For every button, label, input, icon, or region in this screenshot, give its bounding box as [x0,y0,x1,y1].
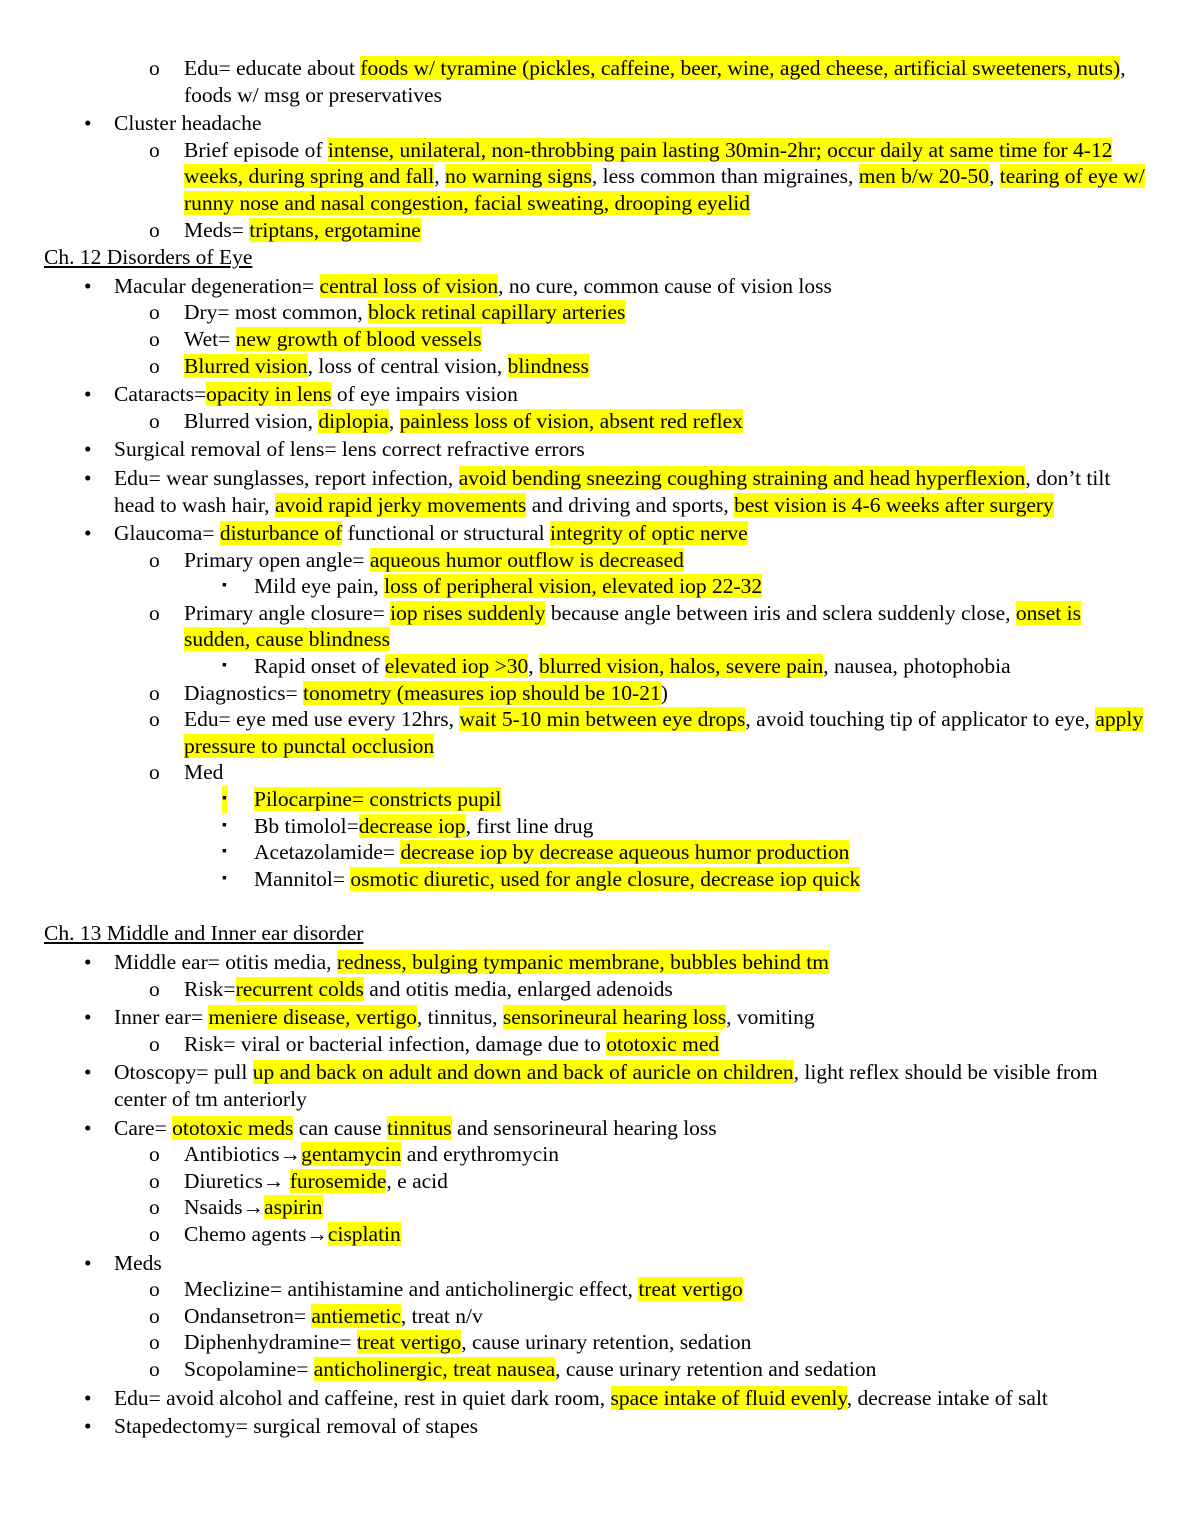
text-run: Bb timolol= [254,813,359,838]
square-bullet-icon: ▪ [222,786,227,813]
bullet-icon: • [84,1060,92,1085]
outline-item-level-1 [0,273,1190,300]
item-text [114,1385,1148,1412]
circle-bullet-icon: o [149,547,160,572]
outline-item-level-1 [0,110,1190,137]
item-text [184,547,1148,574]
item-text [184,408,1148,435]
text-run: , no cure, common cause of vision loss [498,273,832,298]
circle-bullet-icon: o [149,1277,160,1302]
text-run: Diuretics→ [184,1168,290,1193]
circle-bullet-icon: o [149,760,160,785]
circle-bullet-icon: o [149,408,160,433]
text-run: , vomiting [726,1005,815,1030]
highlighted-text: iop rises suddenly [390,600,546,625]
text-run: , nausea, photophobia [823,654,1011,679]
outline-item-level-2 [0,976,1190,1003]
text-run: Ondansetron= [184,1303,312,1328]
outline-item-level-2 [0,759,1190,786]
text-run: Care= [114,1115,173,1140]
text-run: , light reflex should be visible from center of tm anteriorly [114,1060,1098,1111]
highlighted-text: new growth of blood vessels [235,326,482,351]
item-text [184,1329,1148,1356]
outline-item-level-3 [0,839,1190,866]
bullet-icon: • [84,950,92,974]
text-run: Risk= viral or bacterial infection, damage due to [184,1031,607,1056]
text-run: Dry= most common, [184,300,369,325]
item-text [114,1115,1148,1142]
text-run: Ch. 12 Disorders of Eye [44,245,253,270]
outline-item-level-3 [0,813,1190,840]
outline-item-level-1 [0,1004,1190,1031]
highlighted-text: disturbance of [219,521,343,546]
outline-item-level-2 [0,1141,1190,1168]
highlighted-text: best vision is 4-6 weeks after surgery [734,492,1054,517]
outline-item-level-3 [0,786,1190,813]
outline-item-level-2 [0,1221,1190,1248]
item-text [184,1303,1148,1330]
text-run: Edu= avoid alcohol and caffeine, rest in quiet dark room, [114,1385,611,1410]
highlighted-text: sensorineural hearing loss [502,1005,727,1030]
circle-bullet-icon: o [149,600,160,625]
item-text [114,1059,1148,1112]
outline-item-level-1 [0,949,1190,976]
outline-item-level-2 [0,547,1190,574]
bullet-icon: • [84,382,92,407]
highlighted-text: treat vertigo [638,1277,743,1302]
text-run: , [434,164,445,189]
bullet-icon: • [84,521,92,546]
text-run: Rapid onset of [254,654,385,679]
notes-document [0,55,1190,1440]
square-bullet-icon: ▪ [222,844,227,860]
circle-bullet-icon: o [149,1330,160,1355]
text-run: can cause [293,1115,388,1140]
text-run: Glaucoma= [114,521,220,546]
item-text [254,866,1148,893]
highlighted-text: integrity of optic nerve [550,521,748,546]
bullet-icon: • [84,1385,92,1410]
item-text [184,1276,1148,1303]
outline-item-level-1 [0,1385,1190,1412]
item-text [184,759,1148,786]
bullet-icon: • [84,1414,92,1439]
highlighted-text: onset is sudden, cause blindness [184,600,1081,652]
square-bullet-icon: ▪ [222,658,227,674]
text-run: Meds= [184,217,250,242]
text-run: Nsaids→ [184,1195,265,1220]
item-text [184,1194,1148,1221]
text-run: , treat n/v [400,1303,483,1328]
highlighted-text: anticholinergic, treat nausea [313,1356,556,1381]
circle-bullet-icon: o [149,1142,160,1167]
highlighted-text: painless loss of vision, absent red reflex [399,408,743,433]
highlighted-text: tonometry (measures iop should be 10-21 [303,680,661,705]
highlighted-text: decrease iop [358,813,466,838]
square-bullet-icon: ▪ [222,870,227,886]
item-text [184,1141,1148,1168]
highlighted-text: opacity in lens [206,382,332,407]
item-text [114,381,1148,408]
outline-item-level-2 [0,217,1190,244]
bullet-icon: • [84,465,92,490]
outline-item-level-2 [0,680,1190,707]
item-text [184,976,1148,1003]
text-run: and driving and sports, [526,492,735,517]
text-run: Risk= [184,976,236,1001]
bullet-icon: • [84,1250,92,1275]
highlighted-text: loss of peripheral vision, elevated iop 22-32 [384,574,763,599]
text-run: because angle between iris and sclera suddenly close, [545,600,1016,625]
outline-item-level-2 [0,1329,1190,1356]
circle-bullet-icon: o [149,137,160,162]
highlighted-text: osmotic diuretic, used for angle closure, decrease iop quick [350,866,861,891]
highlighted-text: apply pressure to punctal occlusion [184,707,1144,758]
bullet-icon: • [84,1115,92,1140]
highlighted-text: block retinal capillary arteries [368,300,626,325]
text-run: , [528,654,539,679]
square-bullet-icon: ▪ [222,817,227,833]
outline-item-level-2 [0,353,1190,380]
bullet-icon: • [84,111,92,136]
highlighted-text: aspirin [264,1195,323,1220]
text-run: of eye impairs vision [331,382,518,407]
text-run: Med [184,760,224,785]
highlighted-text: treat vertigo [356,1330,462,1355]
highlighted-text: no warning signs [444,164,592,189]
item-text [184,217,1148,244]
circle-bullet-icon: o [149,1195,160,1220]
text-run: Brief episode of [184,137,328,162]
circle-bullet-icon: o [149,300,160,325]
highlighted-text: aqueous humor outflow is decreased [369,547,684,572]
text-run: Wet= [184,326,236,351]
outline-item-level-2 [0,1194,1190,1221]
text-run: , e acid [386,1168,448,1193]
text-run: , less common than migraines, [591,164,859,189]
text-run: and sensorineural hearing loss [451,1115,717,1140]
circle-bullet-icon: o [149,1031,160,1056]
outline-item-level-2 [0,55,1190,108]
highlighted-text: diplopia [318,408,389,433]
highlighted-text: tinnitus [387,1115,452,1140]
text-run: Antibiotics→ [184,1142,302,1167]
text-run: Macular degeneration= [114,273,320,298]
highlighted-text: intense, unilateral, non-throbbing pain lasting 30min-2hr; occur daily at same time for 4-12 weeks, during spring and fall [184,137,1113,189]
highlighted-text: wait 5-10 min between eye drops [459,707,746,732]
item-text [184,1356,1148,1383]
circle-bullet-icon: o [149,1221,160,1246]
highlighted-text: ototoxic meds [172,1115,294,1140]
outline-item-level-1 [0,520,1190,547]
text-run: Otoscopy= pull [114,1060,253,1085]
highlighted-text: antiemetic [311,1303,401,1328]
item-text [114,273,1148,300]
highlighted-text: meniere disease, vertigo [208,1005,417,1030]
item-text [184,353,1148,380]
highlighted-text: Pilocarpine= constricts pupil [254,787,502,812]
item-text [114,1250,1148,1277]
text-run: Primary open angle= [184,547,370,572]
text-run: , avoid touching tip of applicator to eye, [745,707,1096,732]
outline-item-level-2 [0,1276,1190,1303]
text-run: Scopolamine= [184,1356,314,1381]
outline-item-level-1 [0,1250,1190,1277]
outline-item-level-2 [0,1031,1190,1058]
text-run: Surgical removal of lens= lens correct refractive errors [114,437,585,462]
highlighted-text: cisplatin [327,1221,401,1246]
circle-bullet-icon: o [149,707,160,732]
outline-item-level-2 [0,600,1190,653]
highlighted-text: up and back on adult and down and back of auricle on children [252,1060,794,1085]
highlighted-text: avoid bending sneezing coughing straining and head hyperflexion [458,465,1026,490]
highlighted-text: Blurred vision [184,353,308,378]
highlighted-text: ototoxic med [606,1031,720,1056]
outline-item-level-1 [0,1059,1190,1112]
highlighted-text: blindness [507,353,589,378]
highlighted-text: space intake of fluid evenly [610,1385,847,1410]
circle-bullet-icon: o [149,217,160,242]
heading-text [44,244,1190,271]
circle-bullet-icon: o [149,326,160,351]
highlighted-text: men b/w 20-50 [858,164,989,189]
highlighted-text: decrease iop by decrease aqueous humor production [400,840,850,865]
text-run: , tinnitus, [416,1005,503,1030]
highlighted-text: blurred vision, halos, severe pain [539,654,824,679]
item-text [184,1221,1148,1248]
text-run: , decrease intake of salt [846,1385,1048,1410]
item-text [114,465,1148,518]
item-text [184,1168,1148,1195]
item-text [254,839,1148,866]
text-run: , first line drug [465,813,594,838]
item-text [184,680,1148,707]
text-run: Middle ear= otitis media, [114,950,337,974]
text-run: Meds [114,1250,162,1275]
item-text [254,653,1148,680]
item-text [114,1004,1148,1031]
circle-bullet-icon: o [149,353,160,378]
bullet-icon: • [84,437,92,462]
section-heading [0,920,1190,947]
highlighted-text: gentamycin [301,1142,402,1167]
item-text [184,299,1148,326]
text-run: Ch. 13 Middle and Inner ear disorder [44,921,364,946]
heading-text [44,920,1190,947]
text-run: Edu= wear sunglasses, report infection, [114,465,459,490]
outline-item-level-1 [0,465,1190,518]
outline-item-level-1 [0,381,1190,408]
text-run: Mild eye pain, [254,574,385,599]
outline-item-level-1 [0,1115,1190,1142]
circle-bullet-icon: o [149,680,160,705]
text-run: , [388,408,400,433]
text-run: Mannitol= [254,866,351,891]
text-run: , don’t tilt head to wash hair, [114,465,1111,517]
item-text [254,813,1148,840]
item-text [184,706,1148,759]
outline-item-level-2 [0,706,1190,759]
text-run: ) [660,680,668,705]
item-text [114,520,1148,547]
text-run: Inner ear= [114,1005,209,1030]
item-text [254,573,1148,600]
highlighted-text: furosemide [289,1168,387,1193]
item-text [114,949,1148,976]
item-text [114,110,1148,137]
highlighted-text: triptans, ergotamine [249,217,421,242]
text-run: Diagnostics= [184,680,304,705]
item-text [114,436,1148,463]
highlighted-text: central loss of vision [319,273,499,298]
circle-bullet-icon: o [149,1356,160,1381]
outline-item-level-1 [0,1413,1190,1440]
outline-item-level-3 [0,866,1190,893]
item-text [184,55,1148,108]
text-run: , [988,164,1000,189]
bullet-icon: • [84,1005,92,1030]
text-run: Cataracts= [114,382,207,407]
text-run: functional or structural [342,521,551,546]
text-run: Acetazolamide= [254,840,401,865]
section-heading [0,244,1190,271]
text-run: , cause urinary retention and sedation [555,1356,877,1381]
text-run: and erythromycin [401,1142,559,1167]
circle-bullet-icon: o [149,1303,160,1328]
item-text [184,137,1148,217]
outline-item-level-2 [0,137,1190,217]
square-bullet-icon: ▪ [222,578,227,594]
item-text [184,1031,1148,1058]
text-run: Edu= eye med use every 12hrs, [184,707,460,732]
outline-item-level-2 [0,1168,1190,1195]
text-run: Edu= educate about [184,56,361,80]
highlighted-text: recurrent colds [235,976,364,1001]
text-run: Cluster headache [114,111,262,136]
text-run: and otitis media, enlarged adenoids [363,976,673,1001]
text-run: Primary angle closure= [184,600,391,625]
outline-item-level-1 [0,436,1190,463]
text-run: Meclizine= antihistamine and anticholinergic effect, [184,1277,639,1302]
text-run: , foods w/ msg or preservatives [184,56,1126,107]
outline-item-level-2 [0,326,1190,353]
item-text [114,1413,1148,1440]
highlighted-text: avoid rapid jerky movements [274,492,527,517]
highlighted-text: redness, bulging tympanic membrane, bubbles behind tm [336,950,829,974]
outline-item-level-3 [0,573,1190,600]
outline-item-level-2 [0,1356,1190,1383]
item-text [184,326,1148,353]
circle-bullet-icon: o [149,56,160,80]
circle-bullet-icon: o [149,1168,160,1193]
blank-line [0,892,1190,919]
item-text [184,600,1148,653]
item-text [254,786,1148,813]
text-run: Stapedectomy= surgical removal of stapes [114,1414,478,1439]
highlighted-text: tearing of eye w/ runny nose and nasal congestion, facial sweating, drooping eyelid [184,164,1145,215]
outline-item-level-3 [0,653,1190,680]
text-run: Diphenhydramine= [184,1330,357,1355]
highlighted-text: foods w/ tyramine (pickles, caffeine, beer, wine, aged cheese, artificial sweeteners, nuts) [360,56,1121,80]
outline-item-level-2 [0,408,1190,435]
bullet-icon: • [84,273,92,298]
outline-item-level-2 [0,299,1190,326]
text-run: , cause urinary retention, sedation [461,1330,752,1355]
outline-item-level-2 [0,1303,1190,1330]
circle-bullet-icon: o [149,976,160,1001]
text-run: Blurred vision, [184,408,319,433]
highlighted-text: elevated iop >30 [384,654,529,679]
text-run: Chemo agents→ [184,1221,328,1246]
text-run: , loss of central vision, [307,353,508,378]
